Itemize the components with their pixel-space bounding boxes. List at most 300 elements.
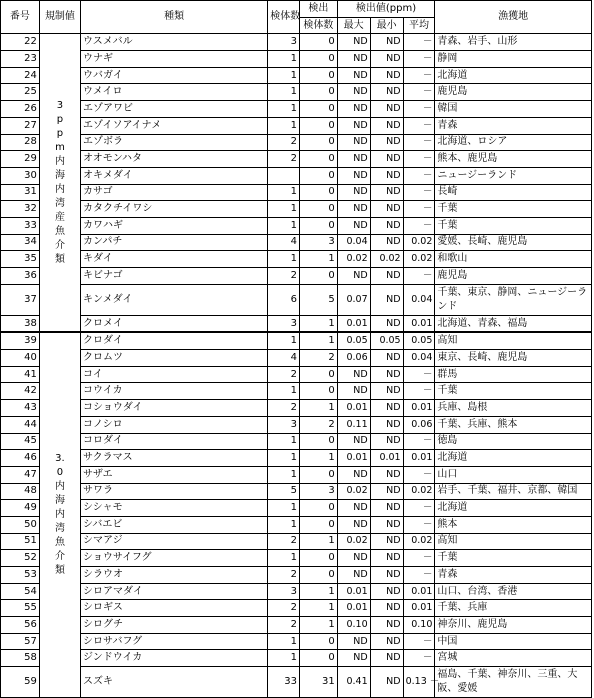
avg-value: 0.06 (403, 416, 435, 433)
row-number: 57 (1, 633, 40, 650)
header-detected-values: 検出値(ppm) (337, 1, 435, 18)
detected-count: 0 (300, 633, 338, 650)
origin-location: 千葉 (435, 383, 592, 400)
header-min: 最小 (370, 17, 403, 34)
detected-count: 0 (300, 184, 338, 201)
species-name: コロダイ (81, 433, 268, 450)
origin-location: 千葉、東京、静岡、ニュージーランド (435, 284, 592, 315)
row-number: 30 (1, 167, 40, 184)
origin-location: 山口 (435, 466, 592, 483)
detected-count: 1 (300, 583, 338, 600)
species-name: カワハギ (81, 217, 268, 234)
origin-location: 北海道 (435, 450, 592, 467)
table-row (1, 134, 592, 151)
sample-count: 1 (268, 251, 300, 268)
table-row (1, 167, 592, 184)
row-number: 44 (1, 416, 40, 433)
row-number: 32 (1, 201, 40, 218)
min-value: ND (370, 366, 403, 383)
sample-count: 1 (268, 500, 300, 517)
row-number: 50 (1, 516, 40, 533)
species-name: ウナギ (81, 51, 268, 68)
avg-value: － (403, 516, 435, 533)
avg-value: － (403, 466, 435, 483)
avg-value: 0.02 (403, 251, 435, 268)
min-value: ND (370, 151, 403, 168)
row-number: 45 (1, 433, 40, 450)
min-value: ND (370, 350, 403, 367)
detected-count: 0 (300, 217, 338, 234)
sample-count: 2 (268, 567, 300, 584)
table-row (1, 251, 592, 268)
min-value: 0.01 (370, 450, 403, 467)
origin-location: 福島、千葉、神奈川、三重、大阪、愛媛 (435, 667, 592, 698)
detected-count: 0 (300, 201, 338, 218)
min-value: ND (370, 383, 403, 400)
sample-count: 4 (268, 350, 300, 367)
species-name: エゾイソアイナメ (81, 117, 268, 134)
species-name: クロムツ (81, 350, 268, 367)
min-value: ND (370, 567, 403, 584)
detected-count: 1 (300, 600, 338, 617)
table-row (1, 67, 592, 84)
species-name: エゾボラ (81, 134, 268, 151)
species-name: シロアマダイ (81, 583, 268, 600)
origin-location: 千葉、兵庫、熊本 (435, 416, 592, 433)
origin-location: 愛媛、長崎、鹿児島 (435, 234, 592, 251)
table-row (1, 383, 592, 400)
avg-value: － (403, 366, 435, 383)
table-row (1, 516, 592, 533)
avg-value: － (403, 650, 435, 667)
sample-count (268, 167, 300, 184)
min-value: ND (370, 167, 403, 184)
header-number: 番号 (1, 1, 40, 34)
header-detected-line1: 検出 (300, 1, 338, 18)
min-value: ND (370, 134, 403, 151)
row-number: 26 (1, 101, 40, 118)
origin-location: 和歌山 (435, 251, 592, 268)
row-number: 49 (1, 500, 40, 517)
species-name: オキメダイ (81, 167, 268, 184)
origin-location: 千葉 (435, 201, 592, 218)
min-value: ND (370, 234, 403, 251)
row-number: 37 (1, 284, 40, 315)
detected-count: 0 (300, 516, 338, 533)
sample-count: 2 (268, 617, 300, 634)
max-value: ND (337, 500, 370, 517)
table-row (1, 101, 592, 118)
header-avg: 平均 (403, 17, 435, 34)
min-value: ND (370, 500, 403, 517)
sample-count: 3 (268, 416, 300, 433)
min-value: ND (370, 84, 403, 101)
max-value: ND (337, 34, 370, 51)
detected-count: 1 (300, 251, 338, 268)
table-row (1, 268, 592, 285)
max-value: ND (337, 167, 370, 184)
origin-location: 山口、台湾、香港 (435, 583, 592, 600)
sample-count: 2 (268, 533, 300, 550)
detected-count: 0 (300, 383, 338, 400)
row-number: 24 (1, 67, 40, 84)
row-number: 39 (1, 332, 40, 349)
table-row (1, 366, 592, 383)
avg-value: － (403, 500, 435, 517)
max-value: ND (337, 84, 370, 101)
sample-count: 1 (268, 650, 300, 667)
min-value: ND (370, 268, 403, 285)
avg-value: 0.01 (403, 450, 435, 467)
origin-location: ニュージーランド (435, 167, 592, 184)
max-value: ND (337, 134, 370, 151)
row-number: 53 (1, 567, 40, 584)
max-value: ND (337, 466, 370, 483)
origin-location: 千葉 (435, 550, 592, 567)
max-value: 0.05 (337, 332, 370, 349)
row-number: 59 (1, 667, 40, 698)
avg-value: 0.10 (403, 617, 435, 634)
row-number: 34 (1, 234, 40, 251)
table-row (1, 466, 592, 483)
detected-count: 0 (300, 151, 338, 168)
table-row (1, 234, 592, 251)
sample-count: 1 (268, 633, 300, 650)
row-number: 43 (1, 400, 40, 417)
origin-location: 青森、岩手、山形 (435, 34, 592, 51)
regulation-label: 3ppm内海内湾産魚介類 (54, 99, 65, 265)
sample-count: 1 (268, 450, 300, 467)
table-row (1, 117, 592, 134)
max-value: 0.11 (337, 416, 370, 433)
max-value: 0.01 (337, 583, 370, 600)
avg-value: － (403, 51, 435, 68)
row-number: 33 (1, 217, 40, 234)
sample-count: 3 (268, 583, 300, 600)
species-name: コショウダイ (81, 400, 268, 417)
max-value: 0.04 (337, 234, 370, 251)
max-value: ND (337, 67, 370, 84)
detected-count: 1 (300, 617, 338, 634)
table-row (1, 533, 592, 550)
sample-count: 2 (268, 600, 300, 617)
sample-count: 1 (268, 117, 300, 134)
row-number: 28 (1, 134, 40, 151)
avg-value: 0.04 (403, 284, 435, 315)
row-number: 41 (1, 366, 40, 383)
detected-count: 3 (300, 483, 338, 500)
detected-count: 0 (300, 366, 338, 383)
max-value: ND (337, 650, 370, 667)
min-value: ND (370, 117, 403, 134)
row-number: 40 (1, 350, 40, 367)
detected-count: 0 (300, 117, 338, 134)
table-row (1, 332, 592, 349)
sample-count: 1 (268, 383, 300, 400)
table-row (1, 483, 592, 500)
min-value: ND (370, 284, 403, 315)
avg-value: － (403, 101, 435, 118)
row-number: 55 (1, 600, 40, 617)
species-name: カサゴ (81, 184, 268, 201)
origin-location: 韓国 (435, 101, 592, 118)
species-name: サザエ (81, 466, 268, 483)
table-row (1, 34, 592, 51)
row-number: 48 (1, 483, 40, 500)
avg-value: － (403, 134, 435, 151)
sample-count: 2 (268, 400, 300, 417)
avg-value: － (403, 201, 435, 218)
avg-value: 0.05 (403, 332, 435, 349)
species-name: サワラ (81, 483, 268, 500)
species-name: ウバガイ (81, 67, 268, 84)
species-name: コイ (81, 366, 268, 383)
max-value: ND (337, 51, 370, 68)
detected-count: 0 (300, 500, 338, 517)
sample-count: 1 (268, 516, 300, 533)
row-number: 56 (1, 617, 40, 634)
table-row (1, 184, 592, 201)
detected-count: 0 (300, 433, 338, 450)
max-value: ND (337, 117, 370, 134)
origin-location: 北海道 (435, 500, 592, 517)
max-value: ND (337, 101, 370, 118)
species-name: シロサバフグ (81, 633, 268, 650)
table-row (1, 151, 592, 168)
max-value: ND (337, 268, 370, 285)
avg-value: 0.02 (403, 483, 435, 500)
row-number: 42 (1, 383, 40, 400)
row-number: 38 (1, 315, 40, 332)
avg-value: 0.04 (403, 350, 435, 367)
avg-value: 0.13 － (403, 667, 435, 698)
row-number: 25 (1, 84, 40, 101)
avg-value: 0.01 (403, 315, 435, 332)
species-name: クロメイ (81, 315, 268, 332)
avg-value: 0.01 (403, 400, 435, 417)
max-value: ND (337, 516, 370, 533)
avg-value: － (403, 433, 435, 450)
detected-count: 0 (300, 101, 338, 118)
species-name: シマアジ (81, 533, 268, 550)
row-number: 58 (1, 650, 40, 667)
min-value: ND (370, 533, 403, 550)
table-header (1, 1, 592, 34)
sample-count: 2 (268, 151, 300, 168)
header-detected-line2: 検体数 (300, 17, 338, 34)
table-row (1, 500, 592, 517)
sample-count: 2 (268, 134, 300, 151)
species-name: ジンドウイカ (81, 650, 268, 667)
avg-value: － (403, 550, 435, 567)
sample-count: 1 (268, 550, 300, 567)
row-number: 52 (1, 550, 40, 567)
sample-count: 2 (268, 268, 300, 285)
min-value: ND (370, 217, 403, 234)
table-row (1, 84, 592, 101)
table-row (1, 284, 592, 315)
row-number: 23 (1, 51, 40, 68)
min-value: ND (370, 433, 403, 450)
row-number: 54 (1, 583, 40, 600)
detected-count: 5 (300, 284, 338, 315)
header-regulation: 規制値 (39, 1, 80, 34)
max-value: 0.10 (337, 617, 370, 634)
sample-count: 5 (268, 483, 300, 500)
detected-count: 0 (300, 268, 338, 285)
detected-count: 0 (300, 51, 338, 68)
max-value: 0.01 (337, 600, 370, 617)
table-row (1, 617, 592, 634)
min-value: ND (370, 184, 403, 201)
species-name: キダイ (81, 251, 268, 268)
sample-count: 1 (268, 184, 300, 201)
max-value: ND (337, 633, 370, 650)
max-value: 0.02 (337, 483, 370, 500)
max-value: 0.41 (337, 667, 370, 698)
min-value: ND (370, 600, 403, 617)
species-name: シロギス (81, 600, 268, 617)
max-value: 0.02 (337, 251, 370, 268)
min-value: ND (370, 667, 403, 698)
table-row (1, 400, 592, 417)
max-value: ND (337, 217, 370, 234)
max-value: ND (337, 366, 370, 383)
detected-count: 1 (300, 400, 338, 417)
species-name: シバエビ (81, 516, 268, 533)
avg-value: － (403, 84, 435, 101)
avg-value: － (403, 34, 435, 51)
table-row (1, 433, 592, 450)
sample-count: 2 (268, 366, 300, 383)
detected-count: 1 (300, 332, 338, 349)
origin-location: 中国 (435, 633, 592, 650)
table-row (1, 416, 592, 433)
row-number: 51 (1, 533, 40, 550)
origin-location: 兵庫、島根 (435, 400, 592, 417)
header-sample-count: 検体数 (268, 1, 300, 34)
max-value: 0.01 (337, 315, 370, 332)
sample-count: 33 (268, 667, 300, 698)
header-species: 種類 (81, 1, 268, 34)
min-value: ND (370, 416, 403, 433)
header-origin: 漁獲地 (435, 1, 592, 34)
table-row (1, 583, 592, 600)
row-number: 36 (1, 268, 40, 285)
max-value: ND (337, 383, 370, 400)
table-row (1, 667, 592, 698)
detected-count: 2 (300, 416, 338, 433)
row-number: 29 (1, 151, 40, 168)
table-row (1, 315, 592, 332)
origin-location: 鹿児島 (435, 268, 592, 285)
species-name: シシャモ (81, 500, 268, 517)
min-value: ND (370, 315, 403, 332)
table-row (1, 550, 592, 567)
detected-count: 0 (300, 650, 338, 667)
sample-count: 1 (268, 84, 300, 101)
origin-location: 北海道 (435, 67, 592, 84)
min-value: ND (370, 633, 403, 650)
sample-count: 1 (268, 101, 300, 118)
table-row (1, 650, 592, 667)
min-value: ND (370, 400, 403, 417)
origin-location: 鹿児島 (435, 84, 592, 101)
origin-location: 東京、長崎、鹿児島 (435, 350, 592, 367)
species-name: カタクチイワシ (81, 201, 268, 218)
detected-count: 0 (300, 567, 338, 584)
origin-location: 高知 (435, 533, 592, 550)
avg-value: － (403, 151, 435, 168)
max-value: ND (337, 184, 370, 201)
sample-count: 1 (268, 51, 300, 68)
species-name: ショウサイフグ (81, 550, 268, 567)
max-value: 0.01 (337, 450, 370, 467)
species-name: シログチ (81, 617, 268, 634)
table-row (1, 201, 592, 218)
detected-count: 1 (300, 533, 338, 550)
origin-location: 熊本、鹿児島 (435, 151, 592, 168)
min-value: ND (370, 483, 403, 500)
row-number: 31 (1, 184, 40, 201)
avg-value: － (403, 383, 435, 400)
row-number: 46 (1, 450, 40, 467)
avg-value: － (403, 217, 435, 234)
detected-count: 0 (300, 134, 338, 151)
min-value: ND (370, 34, 403, 51)
min-value: ND (370, 650, 403, 667)
header-max: 最大 (337, 17, 370, 34)
min-value: ND (370, 67, 403, 84)
origin-location: 神奈川、鹿児島 (435, 617, 592, 634)
table-row (1, 217, 592, 234)
origin-location: 北海道、青森、福島 (435, 315, 592, 332)
min-value: 0.02 (370, 251, 403, 268)
min-value: ND (370, 466, 403, 483)
origin-location: 青森 (435, 567, 592, 584)
sample-count: 1 (268, 201, 300, 218)
species-name: オオモンハタ (81, 151, 268, 168)
table-row (1, 567, 592, 584)
origin-location: 青森 (435, 117, 592, 134)
origin-location: 徳島 (435, 433, 592, 450)
detected-count: 0 (300, 34, 338, 51)
min-value: ND (370, 550, 403, 567)
origin-location: 長崎 (435, 184, 592, 201)
origin-location: 群馬 (435, 366, 592, 383)
sample-count: 3 (268, 34, 300, 51)
max-value: 0.02 (337, 533, 370, 550)
species-name: シラウオ (81, 567, 268, 584)
max-value: 0.06 (337, 350, 370, 367)
sample-count: 1 (268, 332, 300, 349)
origin-location: 熊本 (435, 516, 592, 533)
max-value: ND (337, 201, 370, 218)
detected-count: 2 (300, 350, 338, 367)
row-number: 27 (1, 117, 40, 134)
regulation-cell (39, 332, 80, 697)
min-value: ND (370, 201, 403, 218)
sample-count: 3 (268, 315, 300, 332)
min-value: ND (370, 51, 403, 68)
detected-count: 3 (300, 234, 338, 251)
min-value: ND (370, 516, 403, 533)
max-value: ND (337, 550, 370, 567)
row-number: 35 (1, 251, 40, 268)
max-value: 0.07 (337, 284, 370, 315)
species-name: ウスメバル (81, 34, 268, 51)
species-name: スズキ (81, 667, 268, 698)
